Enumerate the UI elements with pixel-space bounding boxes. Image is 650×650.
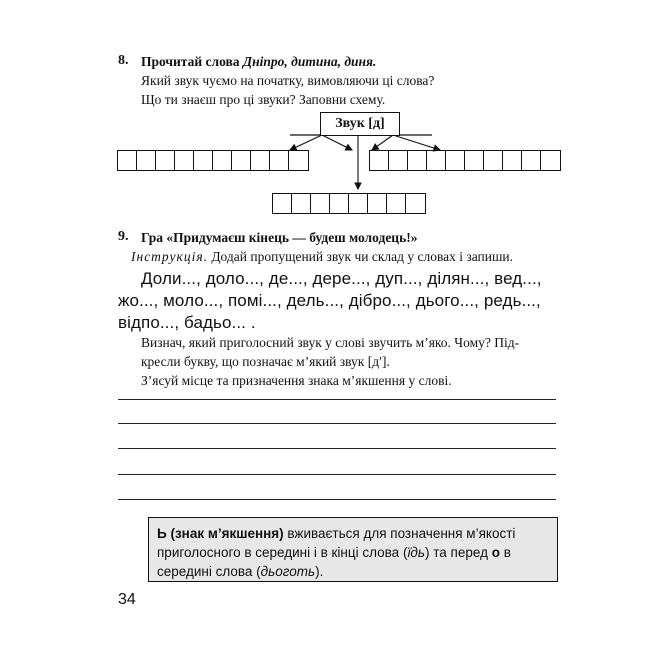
instruction-text: Додай пропущений звук чи склад у словах і запиши.	[207, 249, 513, 264]
scheme-cells-left[interactable]	[117, 150, 309, 171]
task-8-line-3: Що ти знаєш про ці звуки? Заповни схему.	[141, 92, 386, 107]
scheme-cells-bottom[interactable]	[272, 193, 426, 214]
instruction-label: Інструкція.	[131, 249, 208, 264]
rule-letter-o: о	[491, 545, 500, 560]
rule-text-2: ) та перед	[425, 545, 492, 560]
task-9-number: 9.	[118, 229, 129, 244]
rule-box	[148, 517, 558, 582]
writing-line[interactable]	[118, 474, 556, 475]
task-8-title-text: Прочитай слова	[141, 54, 243, 69]
scheme-cells-right[interactable]	[369, 150, 561, 171]
rule-example-2: дьоготь	[260, 564, 316, 579]
rule-term: Ь (знак м’якшення)	[157, 526, 284, 541]
rule-text-3: в середині слова (	[157, 545, 511, 579]
writing-line[interactable]	[118, 399, 556, 400]
question-line-3: З’ясуй місце та призначення знака м’якшення у слові.	[141, 373, 452, 388]
writing-line[interactable]	[118, 448, 556, 449]
scheme-label-box: Звук [д]	[320, 112, 400, 136]
writing-line[interactable]	[118, 423, 556, 424]
task-9-instruction	[131, 247, 513, 266]
rule-text-4: ).	[315, 564, 324, 579]
question-line-2: кресли букву, що позначає м’який звук [д′].	[141, 354, 390, 369]
task-9-title: Гра «Придумаєш кінець — будеш молодець!»	[141, 230, 418, 245]
page-number: 34	[118, 591, 136, 608]
task-8-number: 8.	[118, 53, 129, 68]
rule-example-1: їдь	[407, 545, 425, 560]
words-line-1: Доли..., доло..., де..., дере..., дуп..., ділян..., вед...,	[141, 269, 542, 288]
question-line-1: Визнач, який приголосний звук у слові звучить м’яко. Чому? Під-	[141, 335, 520, 350]
words-line-3: відпо..., бадьо... .	[118, 313, 256, 332]
task-8-title-words: Дніпро, дитина, диня.	[242, 54, 377, 69]
rule-text-1: вживається для позначення м’якості приголосного в середині і в кінці слова (	[157, 526, 516, 560]
writing-line[interactable]	[118, 499, 556, 500]
task-8-line-2: Який звук чуємо на початку, вимовляючи ці слова?	[141, 73, 435, 88]
words-line-2: жо..., моло..., помі..., дель..., дібро..., дього..., редь...,	[118, 291, 541, 310]
